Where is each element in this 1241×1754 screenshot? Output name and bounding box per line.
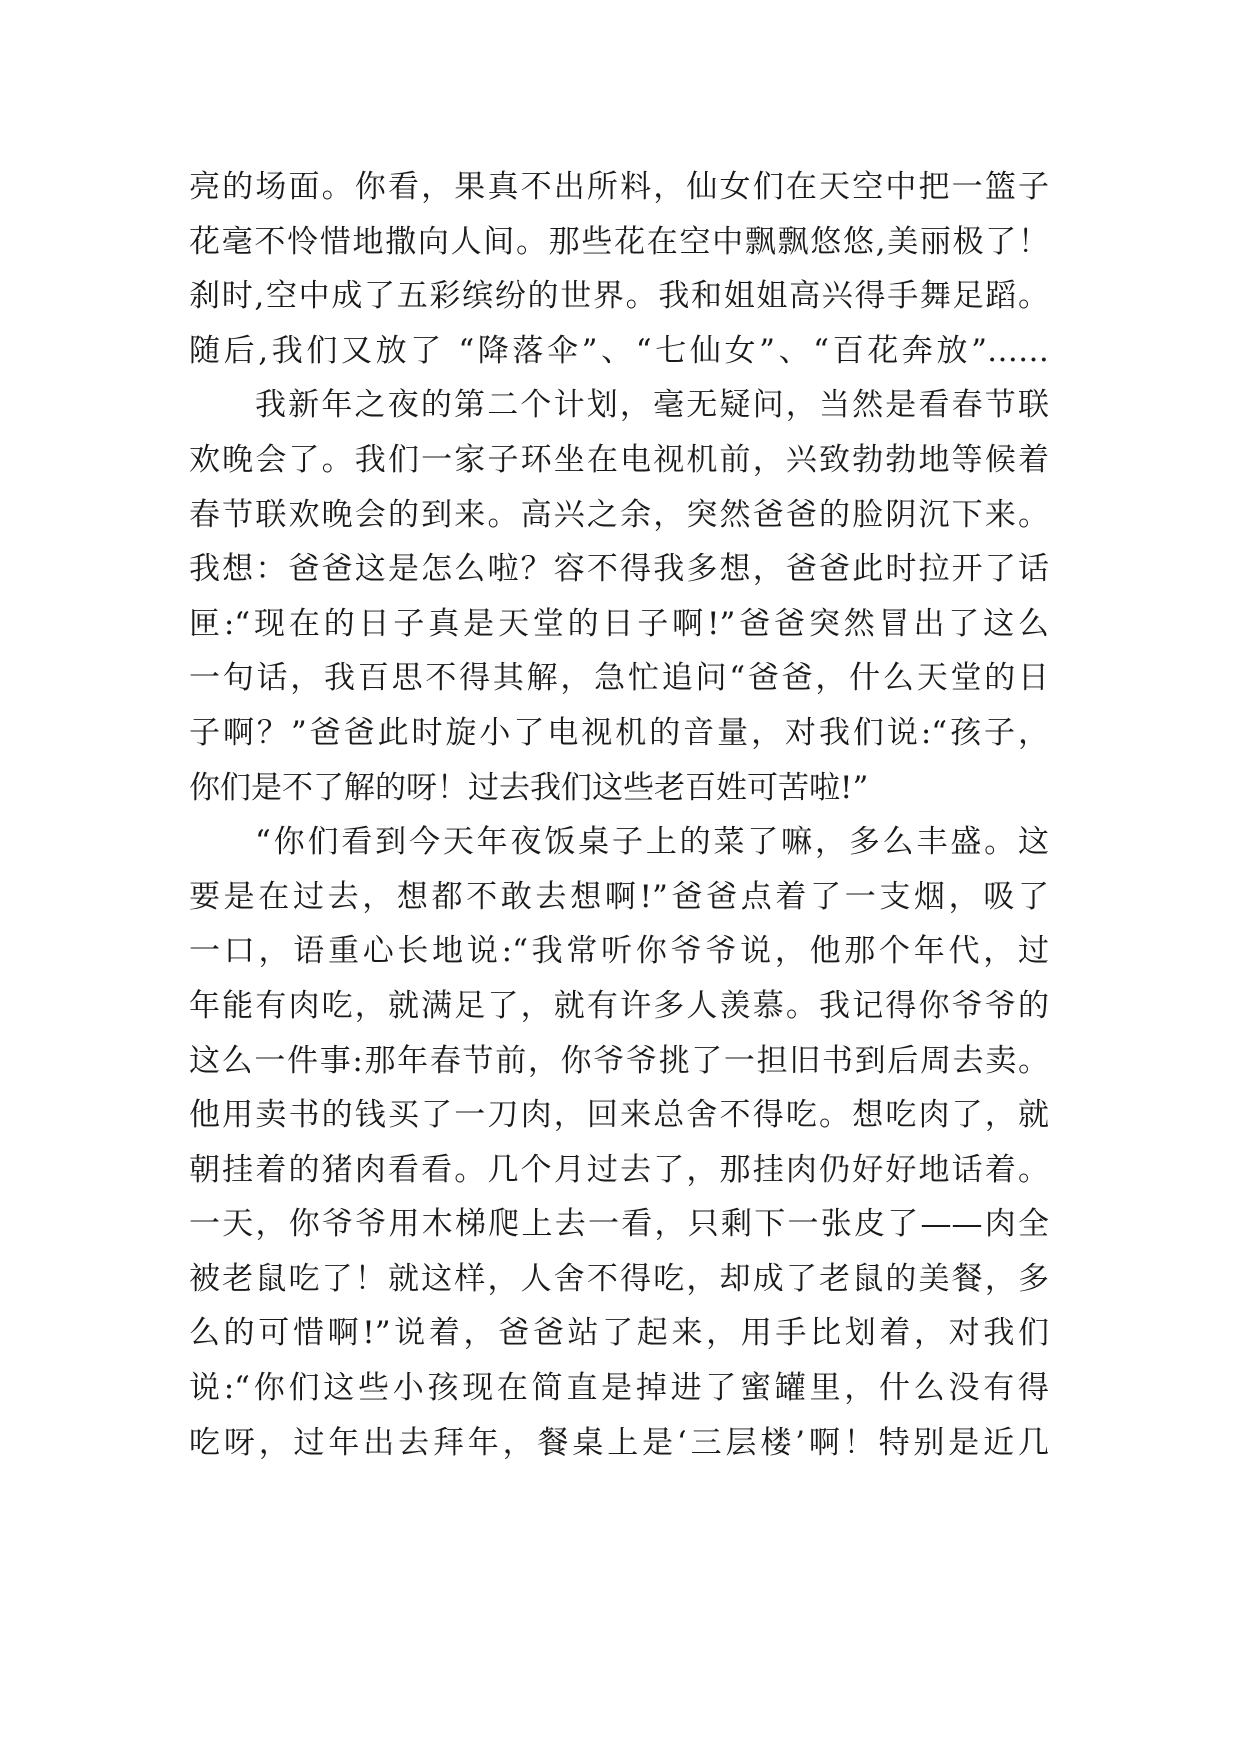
text-line: 花毫不怜惜地撒向人间。那些花在空中飘飘悠悠,美丽极了！ — [189, 223, 1049, 260]
text-line: 他用卖书的钱买了一刀肉，回来总舍不得吃。想吃肉了，就 — [189, 1097, 1049, 1134]
text-line: 朝挂着的猪肉看看。几个月过去了，那挂肉仍好好地话着。 — [189, 1151, 1049, 1188]
paragraph-last-line: 你们是不了解的呀！过去我们这些老百姓可苦啦!” — [189, 769, 869, 806]
text-line: 我想：爸爸这是怎么啦？容不得我多想，爸爸此时拉开了话 — [189, 551, 1049, 588]
text-line: 说:“你们这些小孩现在简直是掉进了蜜罐里，什么没有得 — [189, 1370, 1049, 1407]
text-line: 亮的场面。你看，果真不出所料，仙女们在天空中把一篮子 — [189, 169, 1049, 205]
text-line: 春节联欢晚会的到来。高兴之余，突然爸爸的脸阴沉下来。 — [189, 496, 1049, 533]
text-line: 一天，你爷爷用木梯爬上去一看，只剩下一张皮了——肉全 — [189, 1206, 1049, 1243]
paragraph-first-line: 我新年之夜的第二个计划，毫无疑问，当然是看春节联 — [255, 387, 1049, 424]
text-line: 刹时,空中成了五彩缤纷的世界。我和姐姐高兴得手舞足蹈。 — [189, 278, 1049, 315]
text-line: 年能有肉吃，就满足了，就有许多人羡慕。我记得你爷爷的 — [189, 987, 1049, 1024]
text-line: 随后,我们又放了 “降落伞”、“七仙女”、“百花奔放”…… — [189, 332, 1049, 369]
text-line: 要是在过去，想都不敢去想啊!”爸爸点着了一支烟，吸了 — [189, 878, 1049, 915]
text-line: 么的可惜啊!”说着，爸爸站了起来，用手比划着，对我们 — [189, 1315, 1049, 1352]
text-line: 匣:“现在的日子真是天堂的日子啊!”爸爸突然冒出了这么 — [189, 605, 1049, 642]
text-line: 子啊？”爸爸此时旋小了电视机的音量，对我们说:“孩子， — [189, 714, 1049, 751]
text-line: 一口，语重心长地说:“我常听你爷爷说，他那个年代，过 — [189, 933, 1049, 970]
text-line: 被老鼠吃了！就这样，人舍不得吃，却成了老鼠的美餐，多 — [189, 1260, 1049, 1297]
paragraph-first-line: “你们看到今天年夜饭桌子上的菜了嘛，多么丰盛。这 — [255, 824, 1049, 861]
text-line: 一句话，我百思不得其解，急忙追问“爸爸，什么天堂的日 — [189, 660, 1049, 697]
text-line: 吃呀，过年出去拜年，餐桌上是‘三层楼’啊！特别是近几 — [189, 1424, 1049, 1461]
text-line: 这么一件事:那年春节前，你爷爷挑了一担旧书到后周去卖。 — [189, 1042, 1049, 1079]
text-line: 欢晚会了。我们一家子环坐在电视机前，兴致勃勃地等候着 — [189, 441, 1049, 478]
body-text — [189, 160, 1049, 1470]
